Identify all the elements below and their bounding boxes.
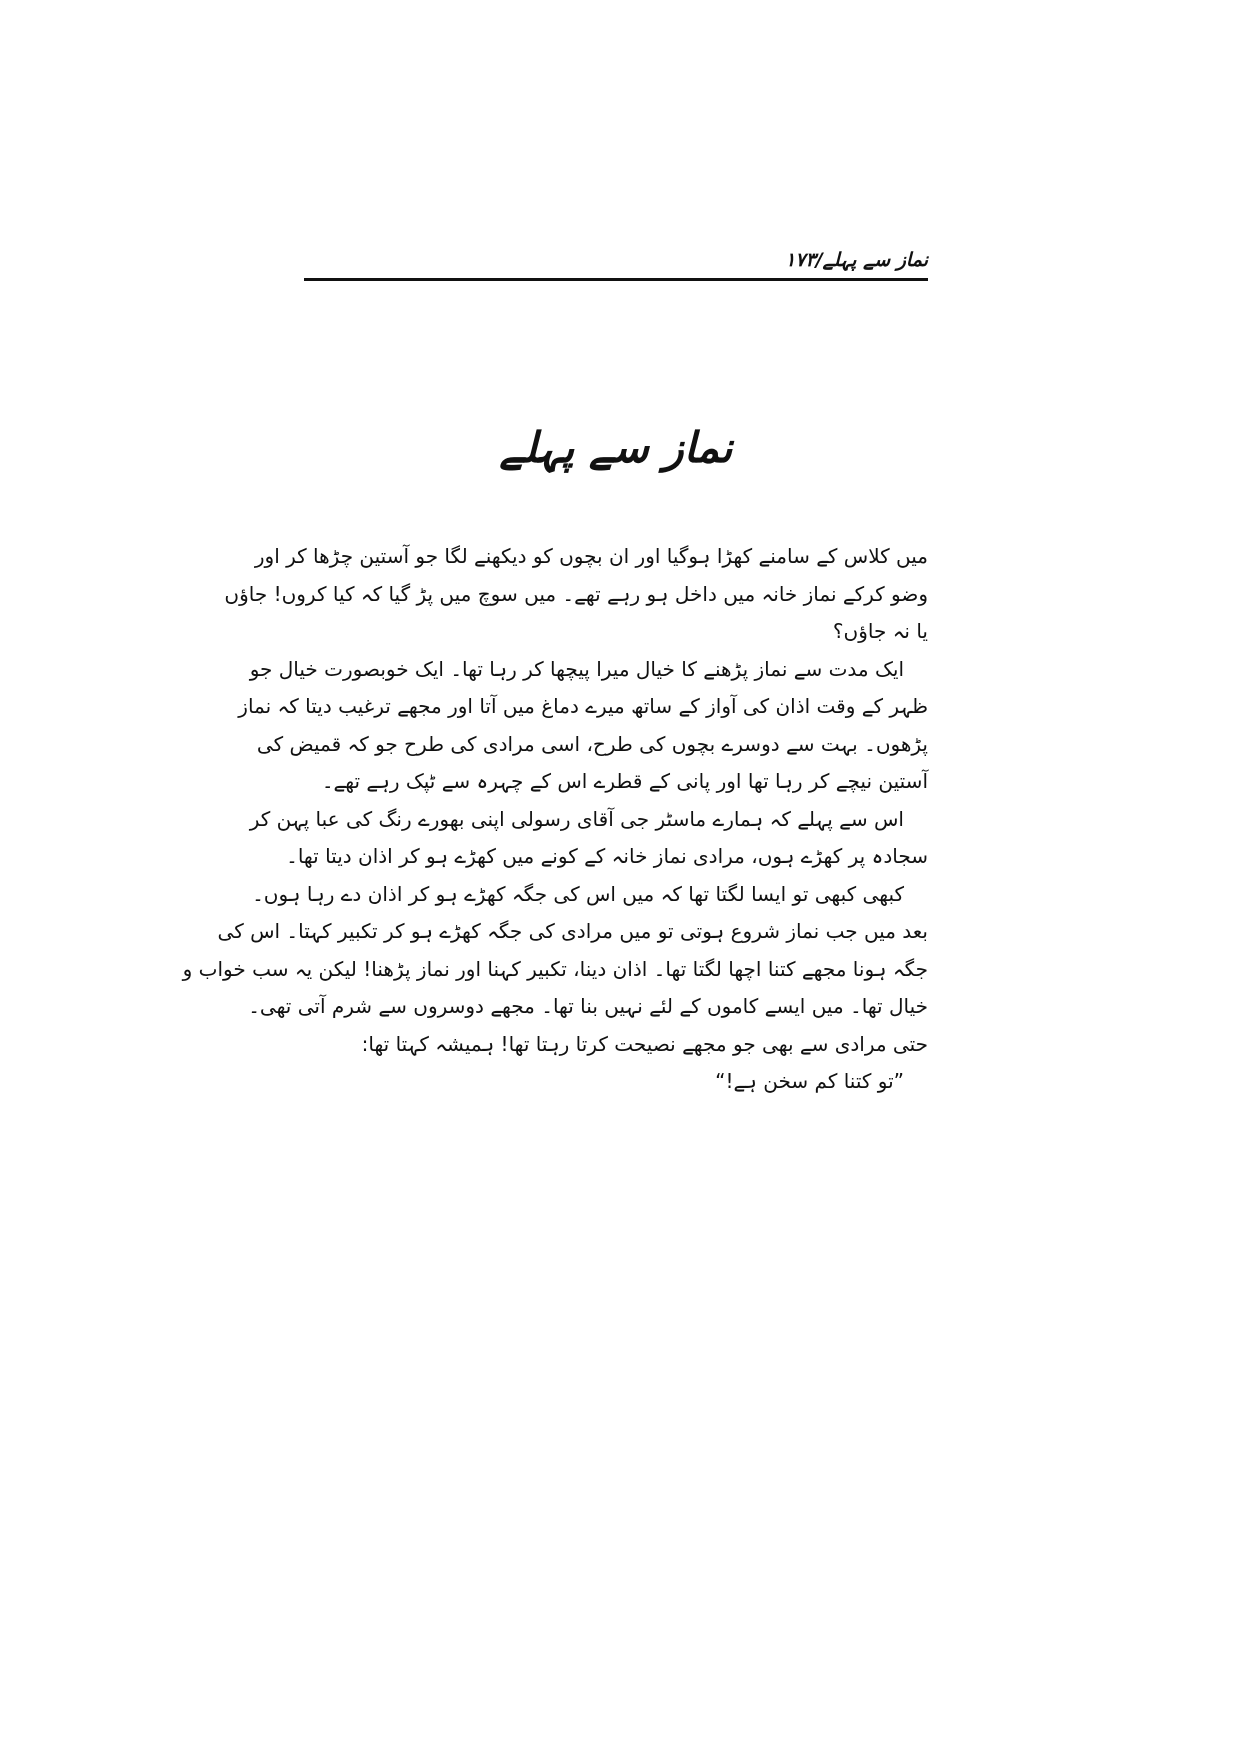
- text-line: میں کلاس کے سامنے کھڑا ہوگیا اور ان بچوں کو دیکھنے لگا جو آستین چڑھا کر اور: [254, 544, 928, 568]
- header-divider: [304, 278, 928, 281]
- running-header-title: نماز سے پہلے/۱۷۳: [785, 249, 928, 271]
- text-line: ”تو کتنا کم سخن ہے!“: [715, 1069, 904, 1093]
- chapter-title: نماز سے پہلے: [499, 423, 733, 472]
- text-line: یا نہ جاؤں؟: [832, 619, 928, 643]
- text-line: خیال تھا۔ میں ایسے کاموں کے لئے نہیں بنا تھا۔ مجھے دوسروں سے شرم آتی تھی۔: [248, 994, 928, 1018]
- text-line: ایک مدت سے نماز پڑھنے کا خیال میرا پیچھا کر رہا تھا۔ ایک خوبصورت خیال جو: [249, 656, 904, 681]
- text-line: پڑھوں۔ بہت سے دوسرے بچوں کی طرح، اسی مرادی کی طرح جو کہ قمیض کی: [256, 731, 928, 756]
- text-line: کبھی کبھی تو ایسا لگتا تھا کہ میں اس کی جگہ کھڑے ہو کر اذان دے رہا ہوں۔: [252, 881, 904, 906]
- running-header: [304, 246, 928, 282]
- body-text: [182, 538, 928, 1101]
- text-line: حتی مرادی سے بھی جو مجھے نصیحت کرتا رہتا تھا! ہمیشہ کہتا تھا:: [361, 1031, 928, 1056]
- text-line: سجادہ پر کھڑے ہوں، مرادی نماز خانہ کے کونے میں کھڑے ہو کر اذان دیتا تھا۔: [286, 844, 928, 868]
- text-line: وضو کرکے نماز خانہ میں داخل ہو رہے تھے۔ میں سوچ میں پڑ گیا کہ کیا کروں! جاؤں: [224, 581, 928, 606]
- text-line: جگہ ہونا مجھے کتنا اچھا لگتا تھا۔ اذان دینا، تکبیر کہنا اور نماز پڑھنا! لیکن یہ سب خواب و: [182, 956, 928, 981]
- text-line: ظہر کے وقت اذان کی آواز کے ساتھ میرے دماغ میں آتا اور مجھے ترغیب دیتا کہ نماز: [238, 694, 928, 718]
- text-line: بعد میں جب نماز شروع ہوتی تو میں مرادی کی جگہ کھڑے ہو کر تکبیر کہتا۔ اس کی: [217, 919, 928, 943]
- text-line: آستین نیچے کر رہا تھا اور پانی کے قطرے اس کے چہرہ سے ٹپک رہے تھے۔: [321, 769, 928, 793]
- text-line: اس سے پہلے کہ ہمارے ماسٹر جی آقای رسولی اپنی بھورے رنگ کی عبا پہن کر: [249, 806, 904, 831]
